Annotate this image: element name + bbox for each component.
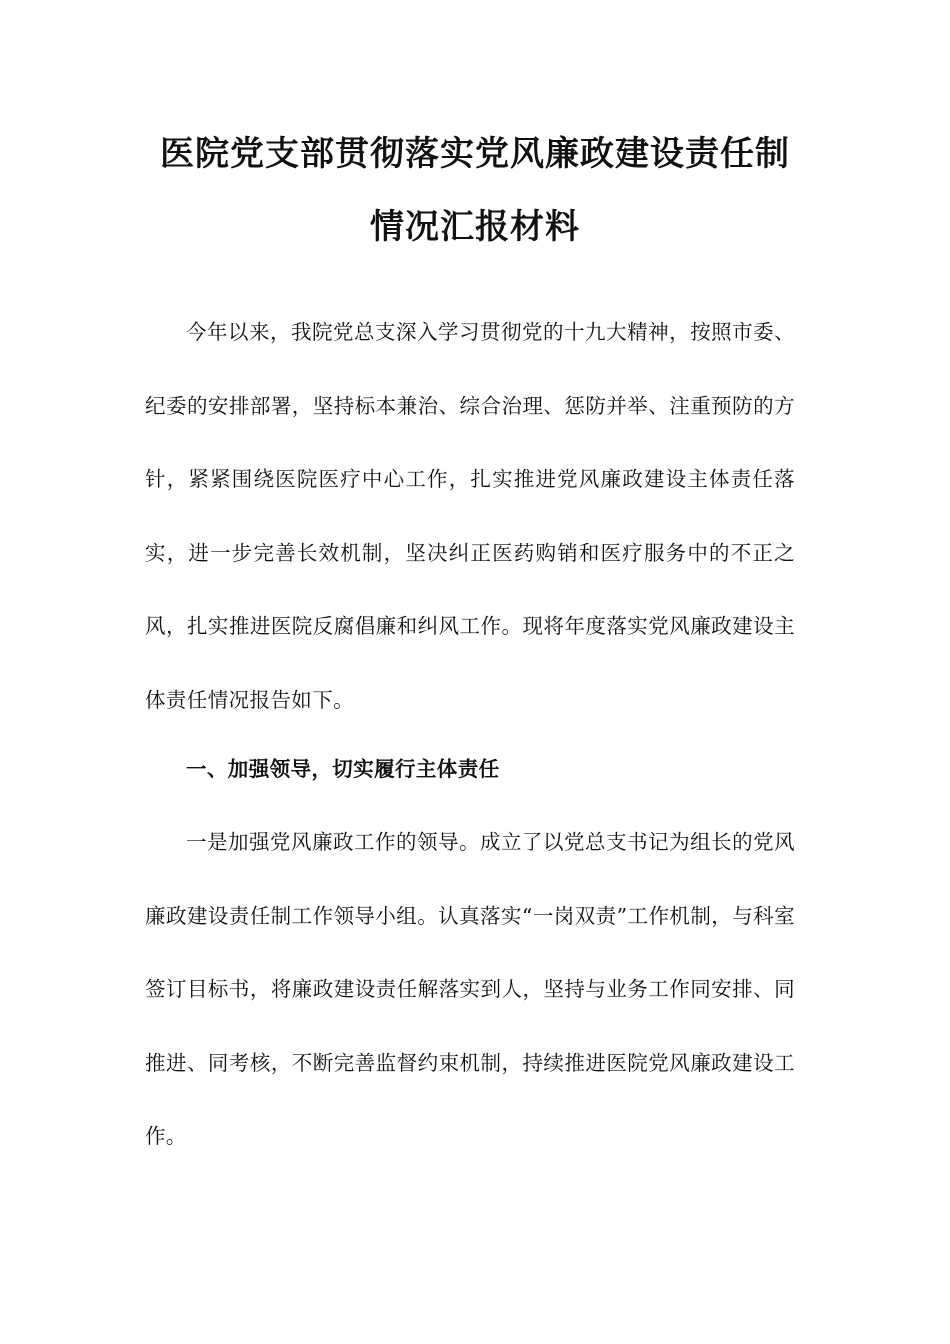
- body-paragraph: 一是加强党风廉政工作的领导。成立了以党总支书记为组长的党风廉政建设责任制工作领导小组。认真落实“一岗双责”工作机制，与科室签订目标书，将廉政建设责任解落实到人，坚持与业务工作同安排、同推进、同考核，不断完善监督约束机制，持续推进医院党风廉政建设工作。: [145, 830, 795, 1148]
- document-title-line-2: 情况汇报材料: [370, 207, 580, 247]
- section-heading: 一、加强领导，切实履行主体责任: [186, 757, 500, 781]
- document-title-line-1: 医院党支部贯彻落实党风廉政建设责任制: [160, 134, 790, 174]
- intro-paragraph: 今年以来，我院党总支深入学习贯彻党的十九大精神，按照市委、纪委的安排部署，坚持标本兼治、综合治理、惩防并举、注重预防的方针，紧紧围绕医院医疗中心工作，扎实推进党风廉政建设主体责任落实，进一步完善长效机制，坚决纠正医药购销和医疗服务中的不正之风，扎实推进医院反腐倡廉和纠风工作。现将年度落实党风廉政建设主体责任情况报告如下。: [145, 320, 795, 712]
